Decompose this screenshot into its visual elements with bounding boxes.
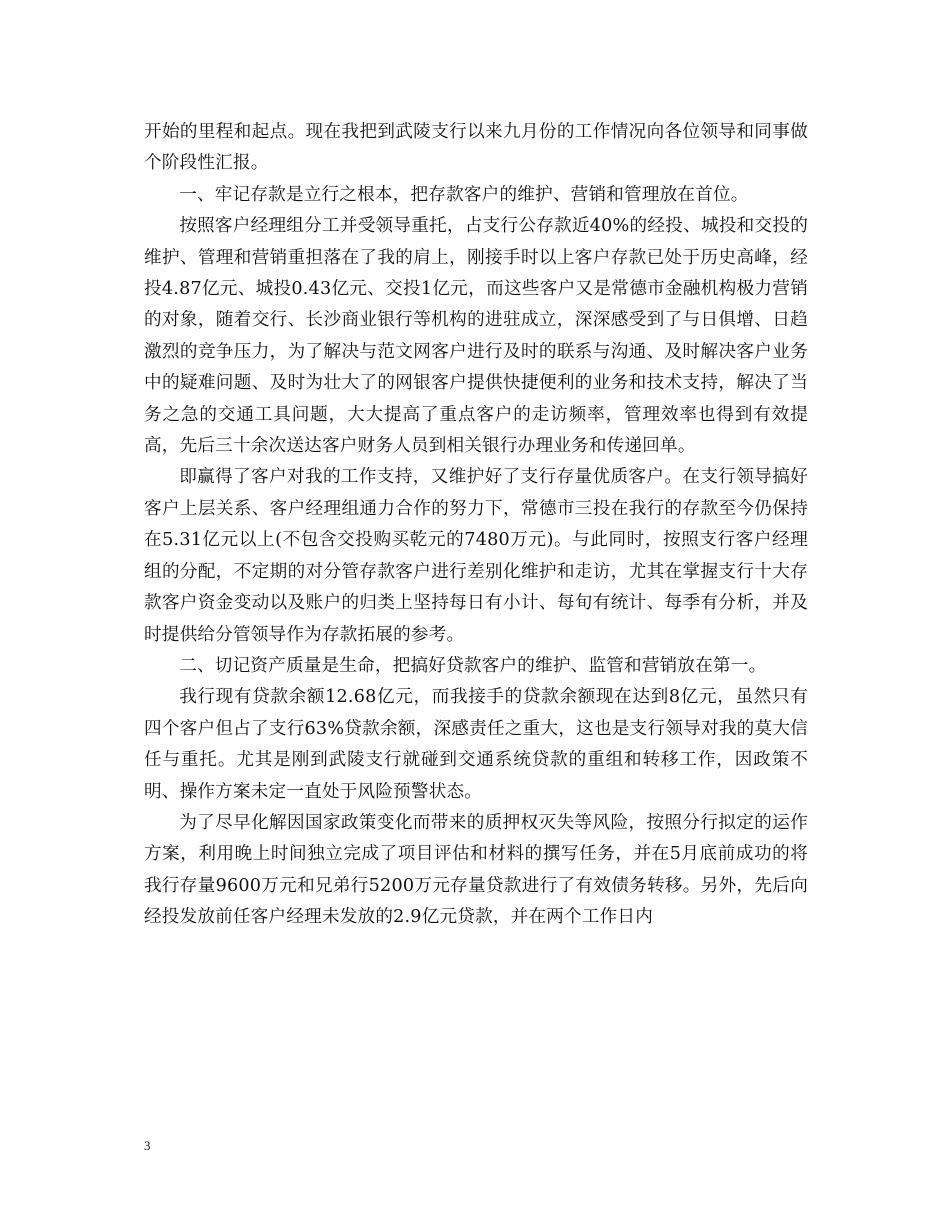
paragraph-7: 为了尽早化解因国家政策变化而带来的质押权灭失等风险，按照分行拟定的运作方案，利用晚上时间独立完成了项目评估和材料的撰写任务，并在5月底前成功的将我行存量9600万元和兄弟行5200万元存量贷款进行了有效债务转移。另外，先后向经投发放前任客户经理未发放的2.9亿元贷款，并在两个工作日内 bbox=[144, 812, 808, 928]
paragraph-5: 二、切记资产质量是生命，把搞好贷款客户的维护、监管和营销放在第一。 bbox=[179, 655, 767, 676]
page-number: 3 bbox=[144, 1138, 151, 1153]
paragraph-6: 我行现有贷款余额12.68亿元，而我接手的贷款余额现在达到8亿元，虽然只有四个客户但占了支行63%贷款余额，深感责任之重大，这也是支行领导对我的莫大信任与重托。尤其是刚到武陵支行就碰到交通系统贷款的重组和转移工作，因政策不明、操作方案未定一直处于风险预警状态。 bbox=[144, 687, 808, 802]
paragraph-4: 即赢得了客户对我的工作支持，又维护好了支行存量优质客户。在支行领导搞好客户上层关系、客户经理组通力合作的努力下，常德市三投在我行的存款至今仍保持在5.31亿元以上(不包含交投购买乾元的7480万元)。与此同时，按照支行客户经理组的分配，不定期的对分管存款客户进行差别化维护和走访，尤其在掌握支行十大存款客户资金变动以及账户的归类上坚持每日有小计、每旬有统计、每季有分析，并及时提供给分管领导作为存款拓展的参考。 bbox=[144, 467, 808, 645]
paragraph-2: 一、牢记存款是立行之根本，把存款客户的维护、营销和管理放在首位。 bbox=[179, 184, 749, 205]
paragraph-1: 开始的里程和起点。现在我把到武陵支行以来九月份的工作情况向各位领导和同事做个阶段性汇报。 bbox=[144, 122, 808, 174]
document-body bbox=[144, 117, 808, 934]
paragraph-3: 按照客户经理组分工并受领导重托，占支行公存款近40%的经投、城投和交投的维护、管理和营销重担落在了我的肩上，刚接手时以上客户存款已处于历史高峰，经投4.87亿元、城投0.43亿元、交投1亿元，而这些客户又是常德市金融机构极力营销的对象，随着交行、长沙商业银行等机构的进驻成立，深深感受到了与日俱增、日趋激烈的竞争压力，为了解决与范文网客户进行及时的联系与沟通、及时解决客户业务中的疑难问题、及时为壮大了的网银客户提供快捷便利的业务和技术支持，解决了当务之急的交通工具问题，大大提高了重点客户的走访频率，管理效率也得到有效提高，先后三十余次送达客户财务人员到相关银行办理业务和传递回单。 bbox=[144, 216, 808, 457]
